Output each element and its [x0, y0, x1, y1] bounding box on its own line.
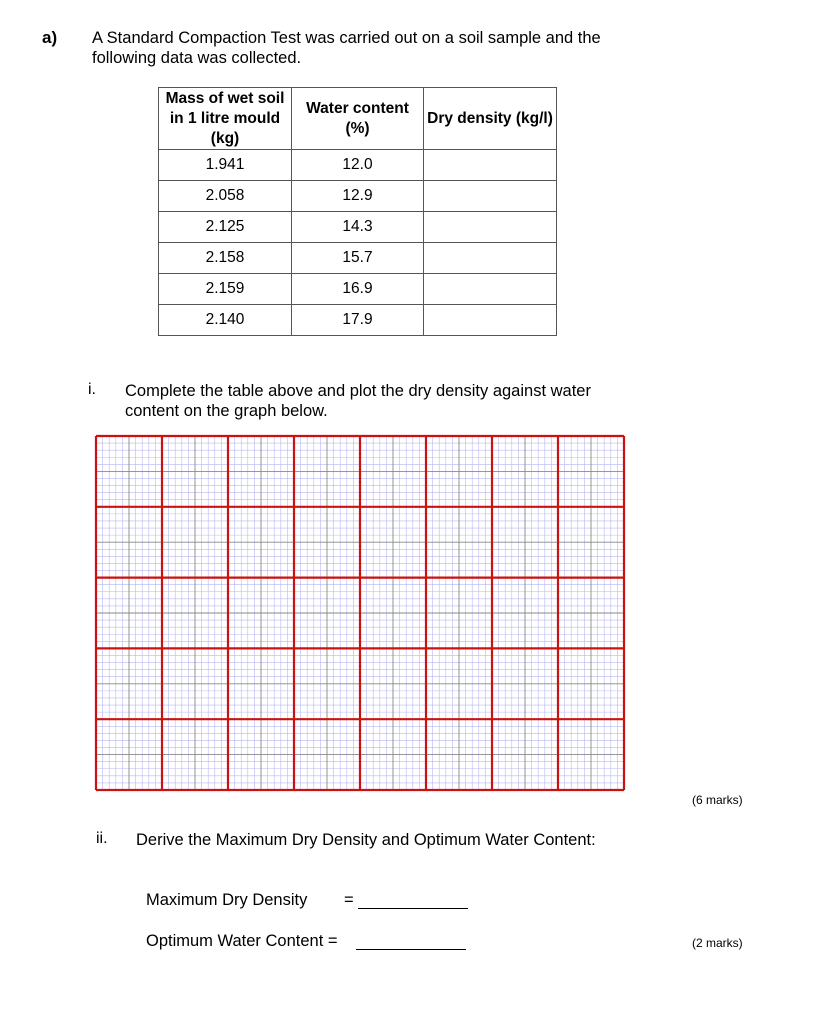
cell-dry-density[interactable]	[424, 274, 557, 305]
cell-water: 12.9	[292, 181, 424, 212]
part-ii-text: Derive the Maximum Dry Density and Optimum Water Content:	[136, 831, 596, 849]
part-i-text: Complete the table above and plot the dry density against water content on the graph below.	[125, 382, 591, 420]
cell-dry-density[interactable]	[424, 305, 557, 336]
cell-water: 12.0	[292, 150, 424, 181]
table-header-row	[159, 88, 557, 150]
part-i-number: i.	[88, 381, 96, 398]
header-water-content: Water content (%)	[292, 88, 424, 150]
part-i-marks: (6 marks)	[692, 793, 743, 807]
cell-dry-density[interactable]	[424, 150, 557, 181]
cell-mass: 2.058	[159, 181, 292, 212]
cell-mass: 2.140	[159, 305, 292, 336]
cell-mass: 2.159	[159, 274, 292, 305]
mdd-equals: =	[344, 891, 354, 909]
data-table	[158, 87, 557, 336]
mdd-label: Maximum Dry Density	[146, 891, 308, 909]
header-mass: Mass of wet soil in 1 litre mould (kg)	[159, 88, 292, 150]
table-row	[159, 181, 557, 212]
cell-dry-density[interactable]	[424, 243, 557, 274]
cell-dry-density[interactable]	[424, 181, 557, 212]
header-dry-density: Dry density (kg/l)	[424, 88, 557, 150]
table-row	[159, 274, 557, 305]
cell-mass: 2.125	[159, 212, 292, 243]
question-label: a)	[42, 28, 58, 47]
part-ii-number: ii.	[96, 830, 108, 847]
part-ii-marks: (2 marks)	[692, 936, 743, 950]
question-intro: A Standard Compaction Test was carried out on a soil sample and the following data was collected.	[92, 29, 601, 67]
mdd-answer-blank[interactable]	[358, 908, 468, 909]
cell-water: 16.9	[292, 274, 424, 305]
table-row	[159, 243, 557, 274]
owc-answer-blank[interactable]	[356, 949, 466, 950]
cell-mass: 1.941	[159, 150, 292, 181]
cell-water: 17.9	[292, 305, 424, 336]
graph-paper[interactable]	[90, 432, 630, 796]
cell-mass: 2.158	[159, 243, 292, 274]
table-row	[159, 305, 557, 336]
cell-water: 15.7	[292, 243, 424, 274]
table-row	[159, 212, 557, 243]
table-row	[159, 150, 557, 181]
cell-dry-density[interactable]	[424, 212, 557, 243]
owc-label: Optimum Water Content =	[146, 932, 338, 950]
cell-water: 14.3	[292, 212, 424, 243]
